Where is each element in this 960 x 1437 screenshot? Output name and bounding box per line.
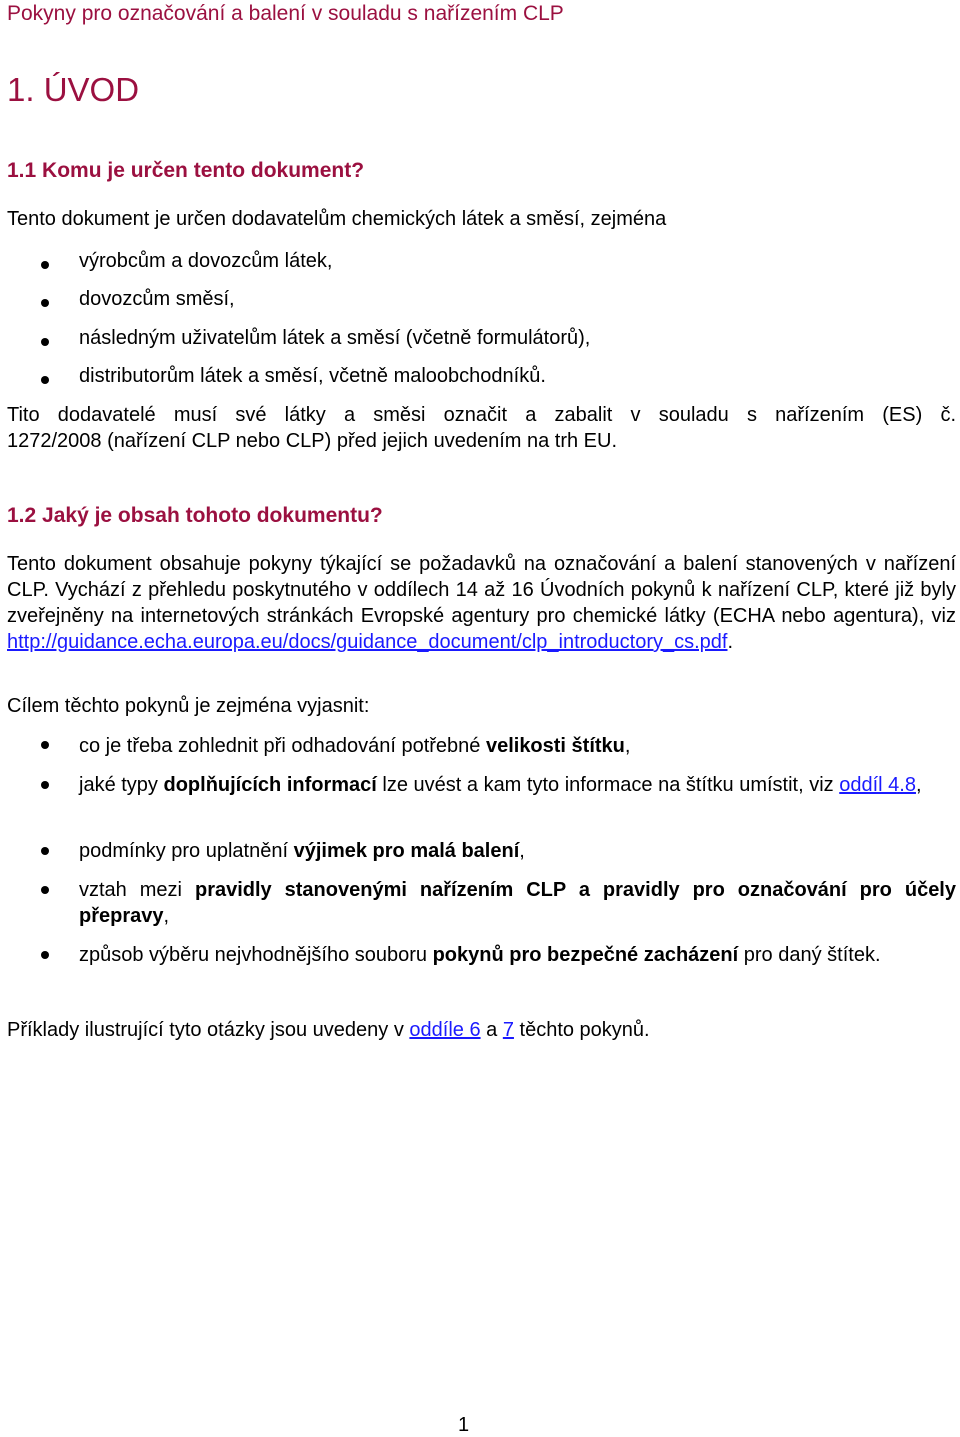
bullet-icon: [41, 299, 49, 307]
section-1-1-intro: Tento dokument je určen dodavatelům chemických látek a směsí, zejména: [7, 208, 667, 230]
heading-introduction: 1. ÚVOD: [7, 71, 140, 108]
item-bold-text: pokynů pro bezpečné zacházení: [432, 944, 739, 966]
item-bold-text: výjimek pro malá balení: [293, 840, 520, 862]
item-bold-text: doplňujících informací: [163, 774, 377, 796]
bullet-icon: [41, 376, 49, 384]
bullet-icon: [41, 847, 49, 855]
item-text: jaké typy: [79, 774, 164, 796]
item-text: ,: [163, 905, 170, 927]
item-text: lze uvést a kam tyto informace na štítku umístit, viz: [376, 774, 840, 796]
section-6-link[interactable]: oddíle 6: [409, 1019, 481, 1041]
bullet-icon: [41, 741, 49, 749]
guidance-link[interactable]: http://guidance.echa.europa.eu/docs/guidance_document/clp_introductory_cs.pdf: [7, 631, 728, 653]
bullet-icon: [41, 338, 49, 346]
list-item: [79, 838, 956, 864]
section-1-2-paragraph: [7, 551, 956, 655]
list-item: [79, 733, 956, 759]
examples-text: Příklady ilustrující tyto otázky jsou uvedeny v: [7, 1019, 410, 1041]
item-text: způsob výběru nejvhodnějšího souboru: [79, 944, 433, 966]
list-item: [79, 772, 956, 798]
goal-intro: Cílem těchto pokynů je zejména vyjasnit:: [7, 695, 370, 717]
page-number: 1: [458, 1414, 470, 1436]
bullet-icon: [41, 886, 49, 894]
item-text: podmínky pro uplatnění: [79, 840, 294, 862]
item-text: vztah mezi: [79, 879, 195, 901]
list-item: následným uživatelům látek a směsí (včetně formulátorů),: [79, 327, 591, 349]
bullet-icon: [41, 951, 49, 959]
bullet-icon: [41, 261, 49, 269]
examples-text: těchto pokynů.: [513, 1019, 650, 1041]
examples-text: a: [480, 1019, 503, 1041]
item-text: ,: [915, 774, 922, 796]
item-text: ,: [519, 840, 525, 862]
heading-section-1-2: 1.2 Jaký je obsah tohoto dokumentu?: [7, 504, 383, 527]
section-1-1-paragraph-line-2: 1272/2008 (nařízení CLP nebo CLP) před jejich uvedením na trh EU.: [7, 430, 617, 452]
item-text: ,: [624, 735, 631, 757]
list-item: distributorům látek a směsí, včetně maloobchodníků.: [79, 365, 546, 387]
item-bold-text: velikosti štítku: [485, 735, 625, 757]
examples-paragraph: [7, 1017, 956, 1043]
bullet-icon: [41, 781, 49, 789]
item-bold-text: pravidly stanovenými nařízením CLP a pravidly pro označování pro účely přepravy: [79, 879, 956, 927]
section-1-1-paragraph-line-1: Tito dodavatelé musí své látky a směsi označit a zabalit v souladu s nařízením (ES) č.: [7, 404, 956, 426]
section-4-8-link[interactable]: oddíl 4.8: [839, 774, 916, 796]
heading-section-1-1: 1.1 Komu je určen tento dokument?: [7, 159, 365, 182]
list-item: výrobcům a dovozcům látek,: [79, 250, 333, 272]
item-text: co je třeba zohlednit při odhadování potřebné: [79, 735, 486, 757]
item-text: pro daný štítek.: [738, 944, 881, 966]
section-1-2-paragraph-text: Tento dokument obsahuje pokyny týkající se požadavků na označování a balení stanovených v nařízení CLP. Vychází z přehledu poskytnutého v oddílech 14 až 16 Úvodních pokynů k nařízení CLP, které již byly zveřejněny na internetových stránkách Evropské agentury pro chemické látky (ECHA nebo agentura), viz: [7, 553, 956, 627]
list-item: [79, 877, 956, 929]
link-suffix: .: [727, 631, 734, 653]
section-7-link[interactable]: 7: [502, 1019, 514, 1041]
list-item: [79, 942, 956, 968]
list-item: dovozcům směsí,: [79, 288, 235, 310]
document-header-title: Pokyny pro označování a balení v souladu s nařízením CLP: [7, 2, 564, 25]
